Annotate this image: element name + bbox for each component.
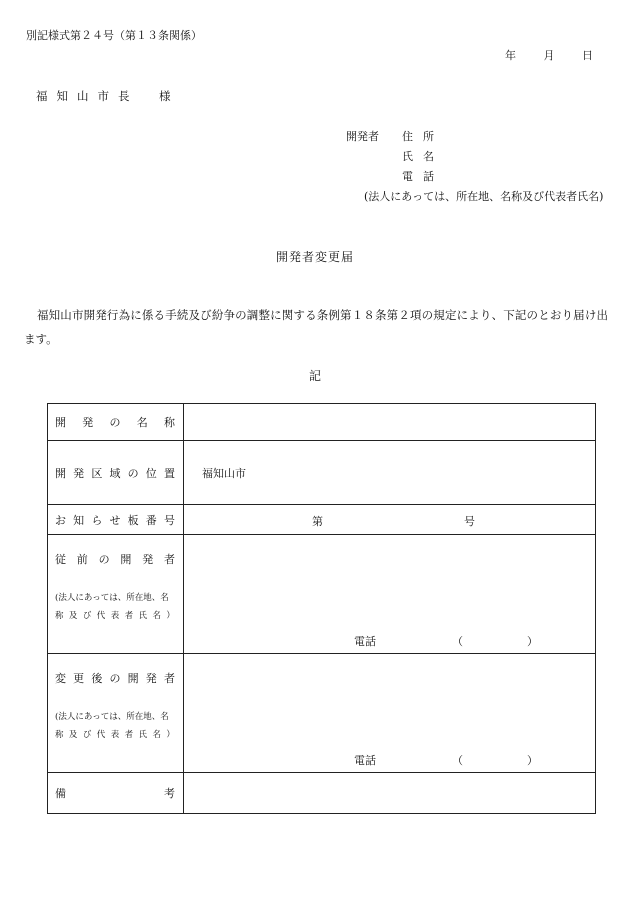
- label-char: 称: [55, 730, 64, 740]
- label-char: 者: [163, 672, 175, 685]
- label-char: 氏: [138, 611, 148, 621]
- label-char: 変: [55, 672, 66, 685]
- sign-number-label: [48, 505, 184, 535]
- dev-area-value[interactable]: [184, 441, 596, 505]
- label-char: 置: [163, 466, 175, 480]
- sign-number-prefix: 第: [312, 514, 323, 528]
- label-char: 号: [163, 513, 175, 527]
- label-char: 板: [127, 513, 139, 527]
- label-char: 代: [96, 730, 106, 740]
- label-char: 表: [110, 611, 120, 621]
- addressee: 福知山市長 様: [36, 89, 180, 103]
- label-char: 者: [124, 611, 134, 621]
- ki-heading: 記: [308, 369, 321, 383]
- label-char: び: [82, 730, 92, 740]
- label-char: 従: [55, 553, 66, 566]
- date-day: 日: [582, 49, 594, 62]
- paren-open: （: [452, 754, 463, 767]
- label-char: 発: [73, 466, 85, 480]
- body-text: 福知山市開発行為に係る手続及び紛争の調整に関する条例第１８条第２項の規定により、下記のとおり届け出ます。: [24, 308, 608, 346]
- label-char: 前: [76, 553, 88, 566]
- dev-name-value[interactable]: [184, 404, 596, 441]
- table-row: [48, 773, 596, 814]
- new-dev-label: [48, 654, 184, 773]
- label-char: 域: [109, 466, 121, 480]
- label-char: 開: [55, 466, 66, 480]
- label-char: 代: [96, 611, 106, 621]
- name-label: 氏名: [402, 150, 444, 163]
- date-year: 年: [505, 49, 517, 62]
- label-char: び: [82, 611, 92, 621]
- label-char: ）: [166, 611, 175, 621]
- label-char: 位: [145, 466, 157, 480]
- label-char: 発: [82, 416, 94, 429]
- table-row: [48, 404, 596, 441]
- label-char: 称: [164, 416, 175, 429]
- remarks-label: [48, 773, 184, 814]
- prev-dev-label: [48, 535, 184, 654]
- date-line: [483, 47, 594, 63]
- label-char: 後: [91, 672, 103, 685]
- label-char: 発: [142, 553, 154, 566]
- label-char: 開: [55, 416, 66, 429]
- label-char: 名: [152, 730, 161, 740]
- label-char: の: [109, 416, 121, 429]
- corporate-note: (法人にあっては、所在地、名称及び代表者氏名): [364, 190, 604, 203]
- form-table: [47, 403, 596, 814]
- label-char: 発: [145, 672, 157, 685]
- date-month: 月: [543, 49, 556, 62]
- label-char: 称: [55, 611, 64, 621]
- label-char: せ: [109, 513, 121, 527]
- label-char: ）: [166, 730, 175, 740]
- label-char: 者: [124, 730, 134, 740]
- label-char: 更: [73, 672, 85, 685]
- label-char: 開: [120, 553, 132, 566]
- table-row: [48, 654, 596, 773]
- label-char: 氏: [138, 730, 148, 740]
- label-char: 知: [73, 513, 85, 527]
- label-char: お: [55, 513, 66, 527]
- phone-label: 電話: [354, 754, 376, 767]
- remarks-label-last: 考: [164, 787, 175, 800]
- document-title: 開発者変更届: [275, 250, 354, 264]
- label-char: 及: [68, 611, 78, 621]
- label-char: ら: [91, 513, 103, 527]
- table-row: [48, 505, 596, 535]
- remarks-value[interactable]: [184, 773, 596, 814]
- sign-number-suffix: 号: [464, 514, 475, 528]
- label-char: 番: [145, 513, 157, 527]
- new-dev-value[interactable]: [184, 654, 596, 773]
- label-char: の: [98, 553, 110, 566]
- label-char: の: [109, 672, 121, 685]
- sign-number-value[interactable]: [184, 505, 596, 535]
- prev-dev-value[interactable]: [184, 535, 596, 654]
- dev-area-text: 福知山市: [202, 466, 246, 480]
- address-label: 住所: [402, 130, 444, 143]
- phone-label: 電話: [354, 635, 376, 648]
- label-char: 区: [91, 466, 103, 480]
- paren-close: ）: [527, 754, 538, 767]
- label-char: 者: [163, 553, 175, 566]
- table-row: [48, 441, 596, 505]
- label-char: 名: [136, 416, 148, 429]
- paren-open: （: [452, 635, 463, 648]
- corp-note-line1: (法人にあっては、所在地、名: [55, 593, 169, 603]
- remarks-label-first: 備: [55, 787, 66, 800]
- label-char: 表: [110, 730, 120, 740]
- form-number: 別記様式第２４号（第１３条関係）: [26, 29, 202, 42]
- table-row: [48, 535, 596, 654]
- paren-close: ）: [527, 635, 538, 648]
- dev-area-label: [48, 441, 184, 505]
- applicant-label: 開発者: [346, 130, 379, 143]
- phone-label: 電話: [402, 170, 444, 183]
- label-char: 名: [152, 611, 161, 621]
- dev-name-label: [48, 404, 184, 441]
- label-char: の: [127, 466, 139, 480]
- corp-note-line1: (法人にあっては、所在地、名: [55, 712, 169, 722]
- label-char: 及: [68, 730, 78, 740]
- label-char: 開: [127, 672, 139, 685]
